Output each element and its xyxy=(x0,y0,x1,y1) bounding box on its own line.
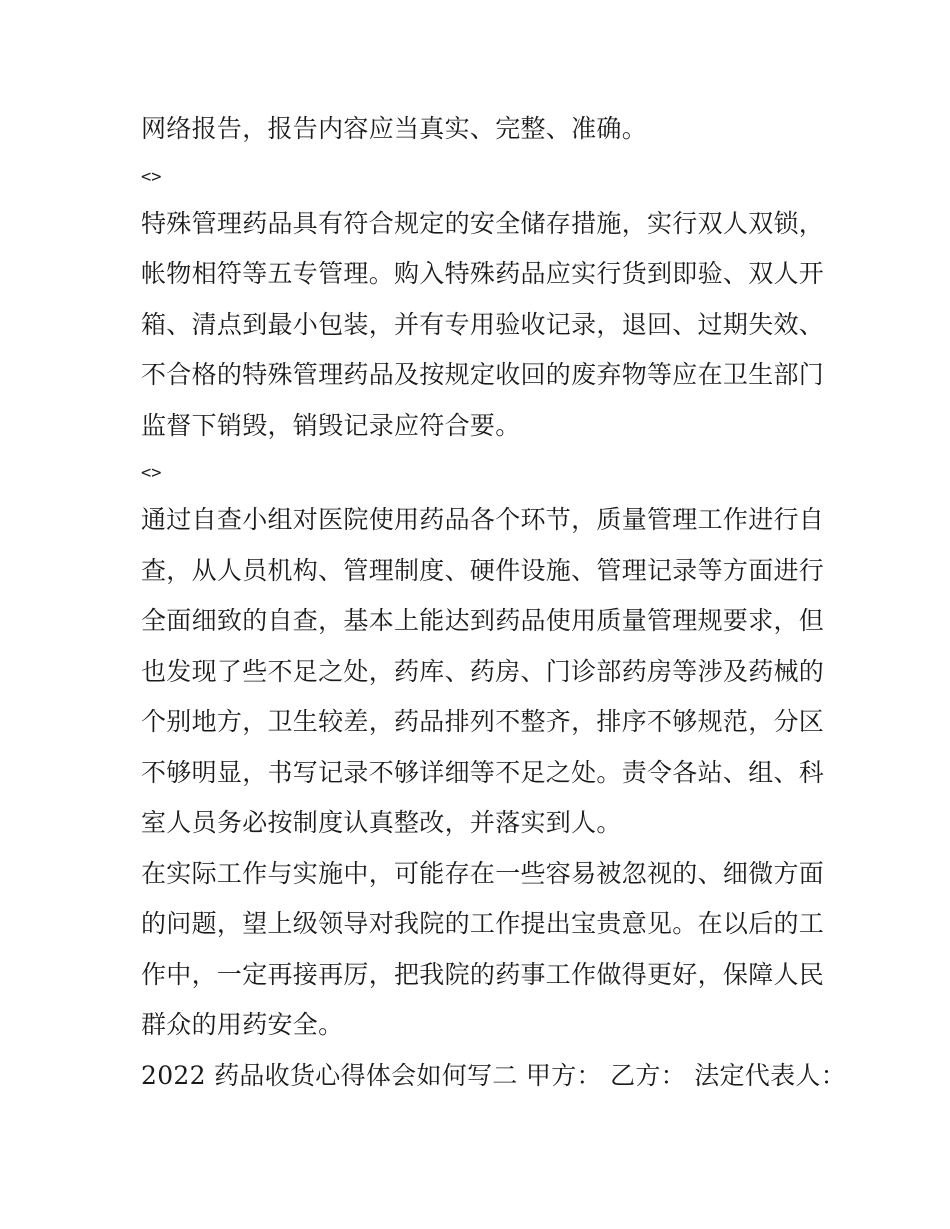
paragraph-line: 箱、清点到最小包装，并有专用验收记录，退回、过期失效、 xyxy=(141,309,825,339)
paragraph-line: 群众的用药安全。 xyxy=(141,1010,344,1039)
paragraph-line: 通过自查小组对医院使用药品各个环节，质量管理工作进行自 xyxy=(141,505,825,534)
paragraph-line: 监督下销毁，销毁记录应符合要。 xyxy=(141,410,521,440)
paragraph-line: 网络报告，报告内容应当真实、完整、准确。 xyxy=(141,114,648,143)
paragraph-line: 全面细致的自查，基本上能达到药品使用质量管理规要求，但 xyxy=(141,606,825,635)
paragraph-line: 查，从人员机构、管理制度、硬件设施、管理记录等方面进行 xyxy=(141,555,825,585)
paragraph-line: 的问题，望上级领导对我院的工作提出宝贵意见。在以后的工 xyxy=(141,909,825,938)
paragraph-line: 也发现了些不足之处，药库、药房、门诊部药房等涉及药械的 xyxy=(141,656,825,686)
paragraph-line: 不合格的特殊管理药品及按规定收回的废弃物等应在卫生部门 xyxy=(141,360,825,389)
paragraph-line: 作中，一定再接再厉，把我院的药事工作做得更好，保障人民 xyxy=(141,959,825,989)
paragraph-line: 特殊管理药品具有符合规定的安全储存措施，实行双人双锁， xyxy=(141,208,825,238)
paragraph-line: 在实际工作与实施中，可能存在一些容易被忽视的、细微方面 xyxy=(141,858,825,888)
paragraph-line: 不够明显，书写记录不够详细等不足之处。责令各站、组、科 xyxy=(141,757,825,787)
document-body xyxy=(141,104,847,1101)
paragraph-line: 帐物相符等五专管理。购入特殊药品应实行货到即验、双人开 xyxy=(141,259,825,288)
paragraph-line: 2022 药品收货心得体会如何写二 甲方： 乙方： 法定代表人： xyxy=(141,1060,847,1090)
section-marker: <> xyxy=(141,166,162,187)
paragraph-line: 个别地方，卫生较差，药品排列不整齐，排序不够规范，分区 xyxy=(141,707,825,736)
section-marker: <> xyxy=(141,463,162,483)
paragraph-line: 室人员务必按制度认真整改，并落实到人。 xyxy=(141,808,622,837)
